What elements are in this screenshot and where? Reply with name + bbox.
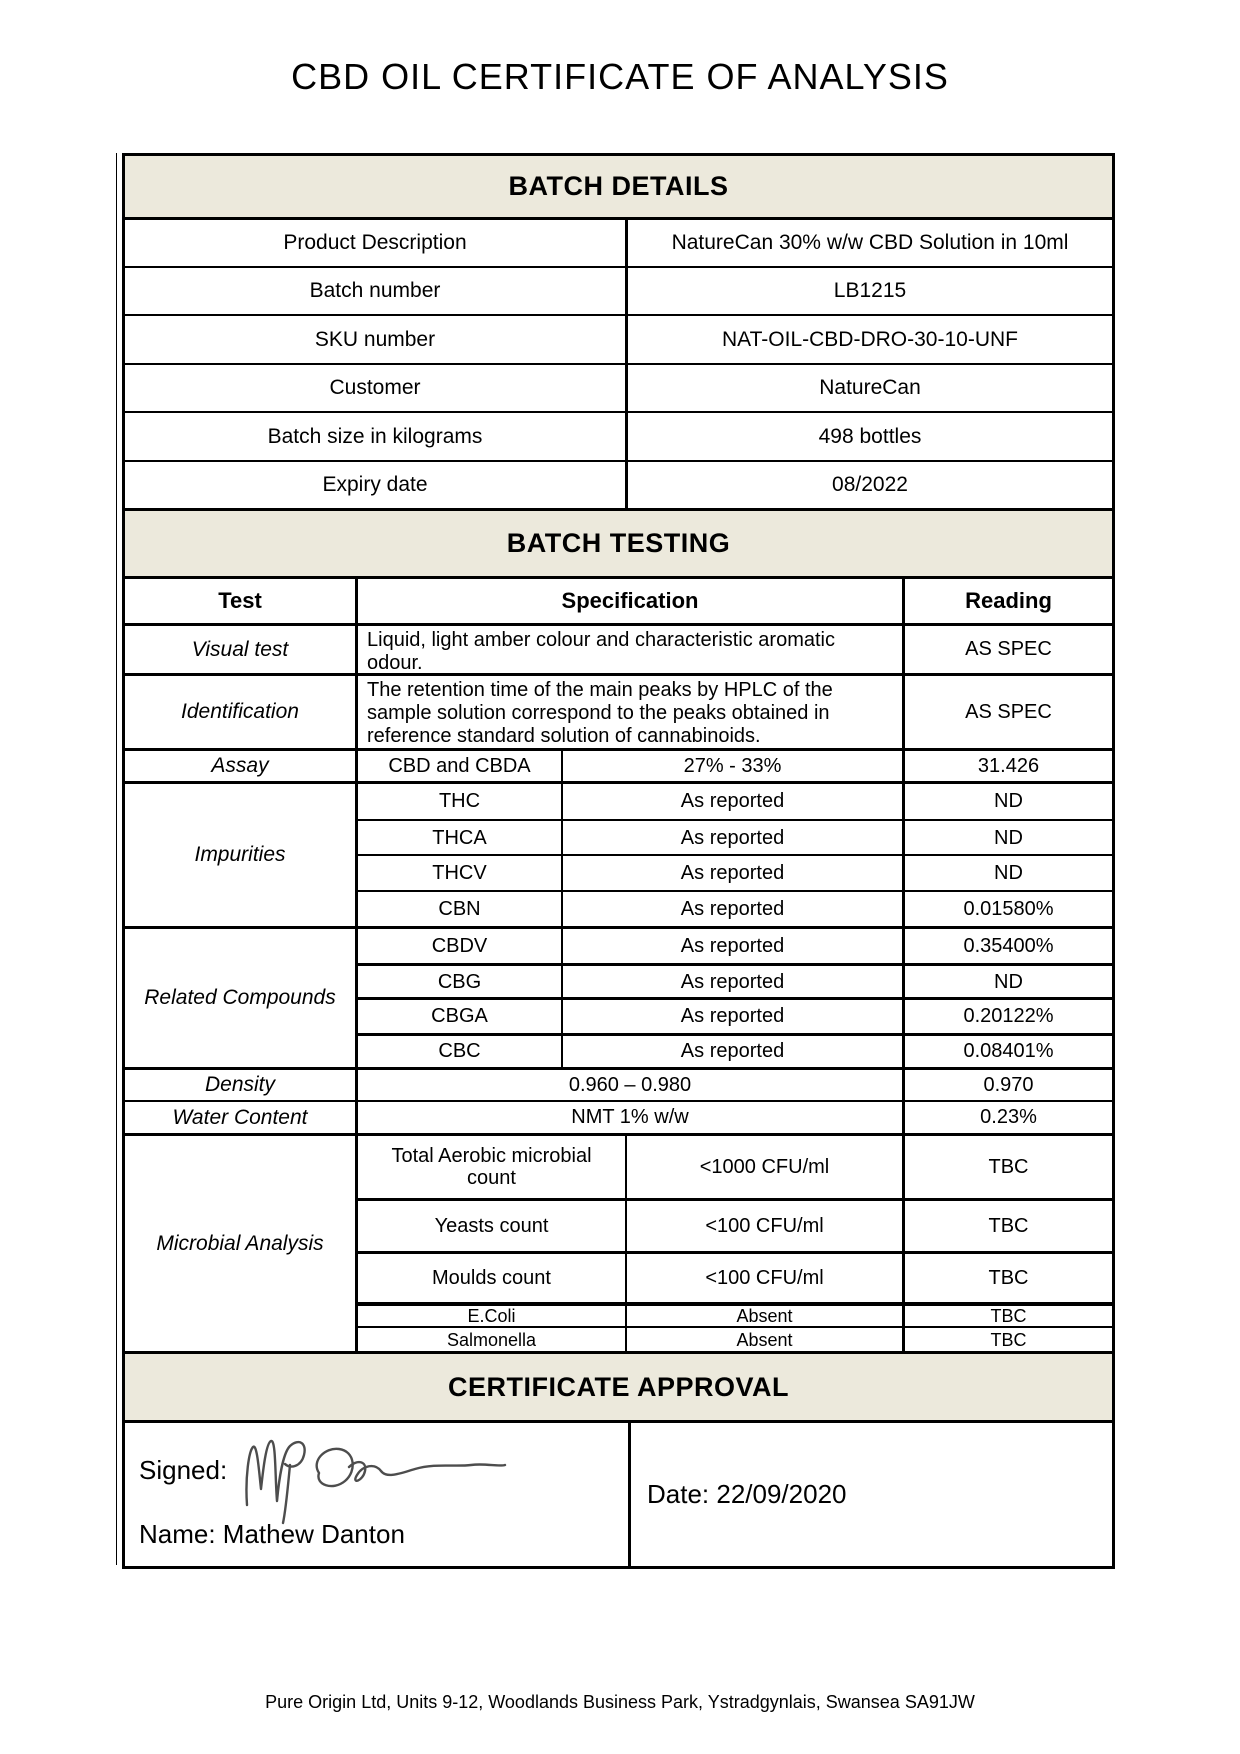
reading-value: 0.35400%	[963, 934, 1054, 957]
detail-label: Batch number	[125, 268, 628, 314]
signed-label: Signed:	[139, 1455, 228, 1485]
date-cell	[631, 1423, 1112, 1566]
detail-value: LB1215	[833, 279, 907, 303]
microbial-test-name: Yeasts count	[358, 1201, 627, 1251]
microbial-test-name: Total Aerobic microbial count	[358, 1136, 627, 1198]
test-name: Assay	[125, 751, 358, 781]
table-row	[358, 1251, 1112, 1301]
batch-testing-header: BATCH TESTING	[125, 508, 1112, 576]
signature-cell	[125, 1423, 631, 1566]
reading-value: TBC	[988, 1215, 1029, 1237]
spec-text: As reported	[563, 892, 905, 926]
table-section-impurities	[125, 781, 1112, 926]
reading-value: TBC	[990, 1329, 1027, 1350]
test-name: Microbial Analysis	[125, 1136, 358, 1351]
microbial-test-name: Moulds count	[358, 1254, 627, 1301]
reading-value: AS SPEC	[965, 700, 1052, 723]
certificate-table	[122, 153, 1115, 1569]
spec-text: As reported	[563, 1036, 905, 1067]
table-row	[358, 1033, 1112, 1067]
test-name: Identification	[125, 676, 358, 748]
test-name: Impurities	[125, 784, 358, 926]
table-section-microbial-analysis	[125, 1133, 1112, 1351]
spec-text: As reported	[563, 929, 905, 963]
table-row	[125, 363, 1112, 411]
spec-text: <100 CFU/ml	[627, 1201, 905, 1251]
table-row	[125, 411, 1112, 460]
spec-text: <1000 CFU/ml	[627, 1136, 905, 1198]
column-header-reading: Reading	[965, 587, 1052, 613]
reading-value: ND	[994, 790, 1023, 813]
reading-value: TBC	[990, 1305, 1027, 1326]
detail-label: Customer	[125, 365, 628, 411]
handwritten-signature-icon	[233, 1427, 533, 1532]
reading-value: ND	[994, 861, 1023, 884]
spec-text: As reported	[563, 1000, 905, 1032]
table-row	[358, 963, 1112, 997]
table-row	[358, 854, 1112, 889]
detail-value: 498 bottles	[818, 424, 922, 448]
compound-name: CBG	[358, 966, 563, 997]
signature-block	[125, 1420, 1112, 1566]
reading-value: TBC	[988, 1266, 1029, 1289]
microbial-test-name: Salmonella	[358, 1328, 627, 1351]
spec-text: <100 CFU/ml	[627, 1254, 905, 1301]
spec-text: The retention time of the main peaks by HPLC of the sample solution correspond to the peaks obtained in reference standard solution of cannabinoids.	[358, 676, 905, 748]
spec-text: Absent	[627, 1328, 905, 1351]
detail-label: Expiry date	[125, 462, 628, 508]
table-row-identification	[125, 673, 1112, 748]
spec-text: As reported	[563, 966, 905, 997]
name-label: Name: Mathew Danton	[139, 1519, 405, 1549]
compound-name: THCV	[358, 856, 563, 889]
left-edge-guideline	[116, 153, 117, 1565]
detail-value: NAT-OIL-CBD-DRO-30-10-UNF	[722, 327, 1018, 351]
reading-value: 0.08401%	[963, 1040, 1054, 1063]
table-row	[125, 460, 1112, 508]
batch-details-header: BATCH DETAILS	[125, 156, 1112, 217]
page-title: CBD OIL CERTIFICATE OF ANALYSIS	[291, 56, 949, 97]
table-section-related-compounds	[125, 926, 1112, 1067]
table-row	[125, 217, 1112, 266]
detail-label: Batch size in kilograms	[125, 413, 628, 460]
compound-name: CBDV	[358, 929, 563, 963]
compound-name: THCA	[358, 821, 563, 854]
table-row	[358, 819, 1112, 854]
microbial-test-name: E.Coli	[358, 1306, 627, 1327]
column-header-test: Test	[125, 579, 358, 623]
test-name: Water Content	[125, 1102, 358, 1133]
reading-value: AS SPEC	[965, 638, 1052, 661]
detail-value: NatureCan 30% w/w CBD Solution in 10ml	[671, 231, 1069, 255]
table-row	[358, 1326, 1112, 1351]
detail-value: NatureCan	[819, 376, 921, 400]
table-row	[358, 1198, 1112, 1251]
reading-value: 0.20122%	[963, 1005, 1054, 1028]
certificate-approval-header: CERTIFICATE APPROVAL	[125, 1351, 1112, 1420]
detail-label: Product Description	[125, 220, 628, 266]
compound-name: CBC	[358, 1036, 563, 1067]
detail-value: 08/2022	[832, 473, 908, 497]
spec-text: As reported	[563, 856, 905, 889]
spec-text: Absent	[627, 1306, 905, 1327]
testing-column-headers	[125, 576, 1112, 623]
table-row	[358, 1302, 1112, 1327]
reading-value: ND	[994, 826, 1023, 849]
table-row-density	[125, 1067, 1112, 1100]
reading-value: 0.970	[983, 1073, 1034, 1096]
spec-text: 27% - 33%	[563, 751, 905, 781]
table-row	[358, 890, 1112, 926]
column-header-specification: Specification	[358, 579, 905, 623]
table-row	[358, 784, 1112, 819]
test-name: Related Compounds	[125, 929, 358, 1067]
table-row	[358, 1136, 1112, 1198]
table-row	[125, 266, 1112, 314]
test-name: Visual test	[125, 626, 358, 673]
compound-name: CBN	[358, 892, 563, 926]
compound-name: CBGA	[358, 1000, 563, 1032]
footer-address: Pure Origin Ltd, Units 9-12, Woodlands Business Park, Ystradgynlais, Swansea SA91JW	[265, 1692, 975, 1712]
table-row	[358, 929, 1112, 963]
detail-label: SKU number	[125, 316, 628, 363]
reading-value: 0.01580%	[963, 897, 1054, 920]
table-row-water-content	[125, 1100, 1112, 1133]
spec-text: As reported	[563, 784, 905, 819]
spec-text: Liquid, light amber colour and characteristic aromatic odour.	[358, 626, 905, 673]
table-row-visual-test	[125, 623, 1112, 673]
table-row	[125, 314, 1112, 363]
table-row-assay	[125, 748, 1112, 781]
test-name: Density	[125, 1070, 358, 1100]
reading-value: ND	[994, 970, 1023, 993]
compound-name: THC	[358, 784, 563, 819]
table-row	[358, 997, 1112, 1032]
reading-value: TBC	[988, 1155, 1029, 1178]
date-label: Date: 22/09/2020	[647, 1479, 847, 1509]
reading-value: 31.426	[977, 754, 1040, 777]
spec-text: 0.960 – 0.980	[358, 1070, 905, 1100]
spec-text: As reported	[563, 821, 905, 854]
reading-value: 0.23%	[980, 1106, 1037, 1129]
spec-text: NMT 1% w/w	[358, 1102, 905, 1133]
compound-name: CBD and CBDA	[358, 751, 563, 781]
